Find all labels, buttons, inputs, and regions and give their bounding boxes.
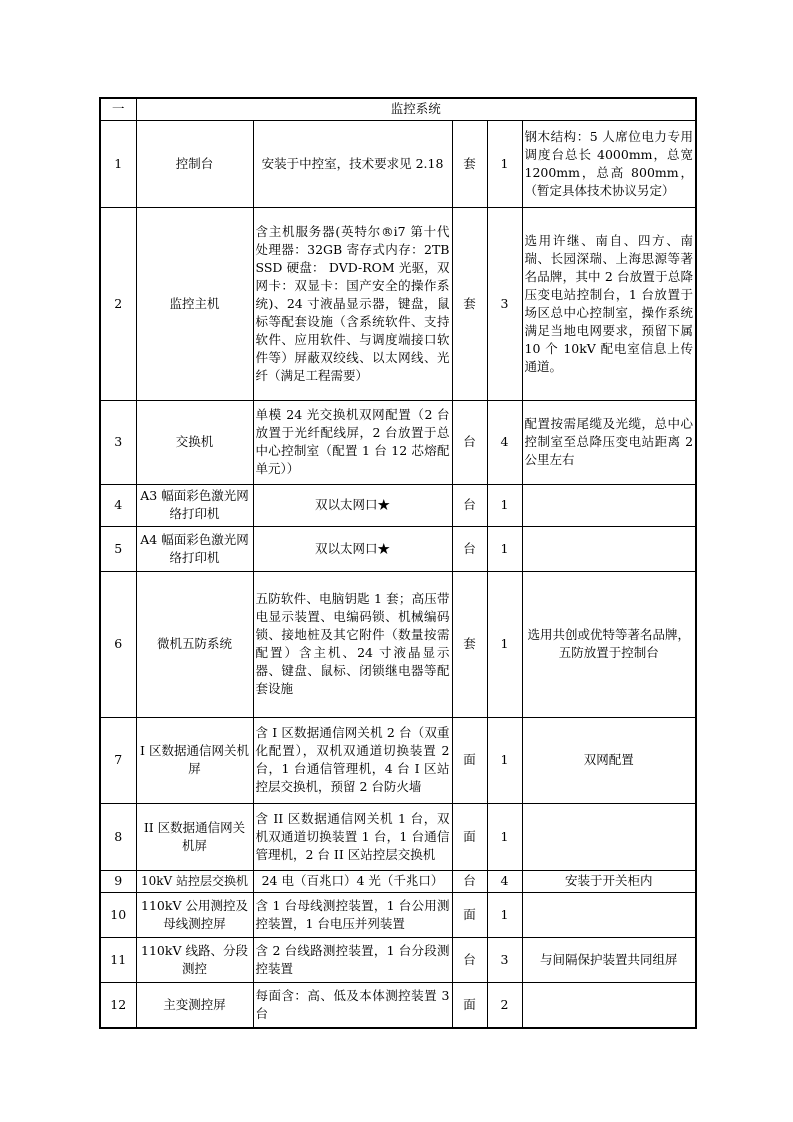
item-number: 8 <box>100 803 136 870</box>
item-name: 监控主机 <box>136 207 253 400</box>
item-unit: 台 <box>452 870 487 892</box>
table-row <box>100 937 696 982</box>
item-note <box>522 526 696 571</box>
item-name: A4 幅面彩色激光网络打印机 <box>136 526 253 571</box>
item-unit: 台 <box>452 484 487 526</box>
item-note: 双网配置 <box>522 717 696 803</box>
item-note: 钢木结构：5 人席位电力专用调度台总长 4000mm，总宽 1200mm，总高 800mm，（暂定具体技术协议另定） <box>522 120 696 207</box>
item-name: 控制台 <box>136 120 253 207</box>
item-name: 微机五防系统 <box>136 571 253 717</box>
table-row <box>100 120 696 207</box>
item-unit: 套 <box>452 207 487 400</box>
item-number: 9 <box>100 870 136 892</box>
item-note: 选用共创或优特等著名品牌，五防放置于控制台 <box>522 571 696 717</box>
item-number: 3 <box>100 400 136 484</box>
item-name: 主变测控屏 <box>136 982 253 1028</box>
item-quantity: 3 <box>487 207 522 400</box>
item-number: 6 <box>100 571 136 717</box>
item-quantity: 1 <box>487 526 522 571</box>
item-number: 7 <box>100 717 136 803</box>
item-description: 双以太网口★ <box>253 484 452 526</box>
table-row <box>100 484 696 526</box>
item-name: 交换机 <box>136 400 253 484</box>
equipment-table <box>99 97 697 1029</box>
item-note: 安装于开关柜内 <box>522 870 696 892</box>
item-quantity: 4 <box>487 870 522 892</box>
item-number: 2 <box>100 207 136 400</box>
item-name: A3 幅面彩色激光网络打印机 <box>136 484 253 526</box>
item-name: II 区数据通信网关机屏 <box>136 803 253 870</box>
item-quantity: 3 <box>487 937 522 982</box>
item-note <box>522 803 696 870</box>
item-note <box>522 892 696 937</box>
item-description: 单模 24 光交换机双网配置（2 台放置于光纤配线屏，2 台放置于总中心控制室（配置 1 台 12 芯熔配单元）） <box>253 400 452 484</box>
item-description: 24 电（百兆口）4 光（千兆口） <box>253 870 452 892</box>
item-quantity: 1 <box>487 803 522 870</box>
table-row <box>100 717 696 803</box>
item-description: 五防软件、电脑钥匙 1 套；高压带电显示装置、电编码锁、机械编码锁、接地桩及其它附件（数量按需配置）含主机、24 寸液晶显示器、键盘、鼠标、闭锁继电器等配套设施 <box>253 571 452 717</box>
item-unit: 台 <box>452 400 487 484</box>
item-number: 5 <box>100 526 136 571</box>
item-name: 10kV 站控层交换机 <box>136 870 253 892</box>
item-description: 含 2 台线路测控装置，1 台分段测控装置 <box>253 937 452 982</box>
item-description: 每面含：高、低及本体测控装置 3 台 <box>253 982 452 1028</box>
section-header-row <box>100 98 696 120</box>
item-description: 安装于中控室，技术要求见 2.18 <box>253 120 452 207</box>
table-row <box>100 571 696 717</box>
table-row <box>100 870 696 892</box>
item-quantity: 1 <box>487 484 522 526</box>
item-note <box>522 982 696 1028</box>
item-quantity: 1 <box>487 892 522 937</box>
item-unit: 台 <box>452 937 487 982</box>
item-unit: 面 <box>452 892 487 937</box>
item-quantity: 2 <box>487 982 522 1028</box>
item-description: 含 II 区数据通信网关机 1 台，双机双通道切换装置 1 台，1 台通信管理机，2 台 II 区站控层交换机 <box>253 803 452 870</box>
table-row <box>100 207 696 400</box>
item-unit: 套 <box>452 571 487 717</box>
table-row <box>100 526 696 571</box>
item-note: 选用许继、南自、四方、南瑞、长园深瑞、上海思源等著名品牌，其中 2 台放置于总降压变电站控制台，1 台放置于场区总中心控制室，操作系统满足当地电网要求，预留下属 10 个 10kV 配电室信息上传通道。 <box>522 207 696 400</box>
item-name: 110kV 线路、分段测控 <box>136 937 253 982</box>
item-note: 与间隔保护装置共同组屏 <box>522 937 696 982</box>
item-unit: 面 <box>452 717 487 803</box>
section-title: 监控系统 <box>136 98 696 120</box>
item-number: 1 <box>100 120 136 207</box>
item-name: 110kV 公用测控及母线测控屏 <box>136 892 253 937</box>
table-row <box>100 982 696 1028</box>
item-quantity: 1 <box>487 120 522 207</box>
item-description: 含主机服务器(英特尔®i7 第十代处理器：32GB 寄存式内存：2TB SSD 硬盘： DVD-ROM 光驱，双网卡：双显卡：国产安全的操作系统)、24 寸液晶显示器，键盘，鼠标等配套设施（含系统软件、支持软件、应用软件、与调度端接口软件等）屏蔽双绞线、以太网线、光纤（满足工程需要） <box>253 207 452 400</box>
item-note <box>522 484 696 526</box>
item-description: 含 I 区数据通信网关机 2 台（双重化配置），双机双通道切换装置 2 台，1 台通信管理机，4 台 I 区站控层交换机，预留 2 台防火墙 <box>253 717 452 803</box>
item-unit: 台 <box>452 526 487 571</box>
item-name: I 区数据通信网关机屏 <box>136 717 253 803</box>
item-number: 11 <box>100 937 136 982</box>
item-quantity: 1 <box>487 571 522 717</box>
item-quantity: 1 <box>487 717 522 803</box>
table-row <box>100 803 696 870</box>
item-unit: 面 <box>452 982 487 1028</box>
item-description: 双以太网口★ <box>253 526 452 571</box>
item-number: 4 <box>100 484 136 526</box>
item-description: 含 1 台母线测控装置，1 台公用测控装置，1 台电压并列装置 <box>253 892 452 937</box>
item-unit: 套 <box>452 120 487 207</box>
item-number: 10 <box>100 892 136 937</box>
item-note: 配置按需尾缆及光缆，总中心控制室至总降压变电站距离 2 公里左右 <box>522 400 696 484</box>
table-row <box>100 400 696 484</box>
item-number: 12 <box>100 982 136 1028</box>
item-unit: 面 <box>452 803 487 870</box>
item-quantity: 4 <box>487 400 522 484</box>
table-row <box>100 892 696 937</box>
section-number: 一 <box>100 98 136 120</box>
